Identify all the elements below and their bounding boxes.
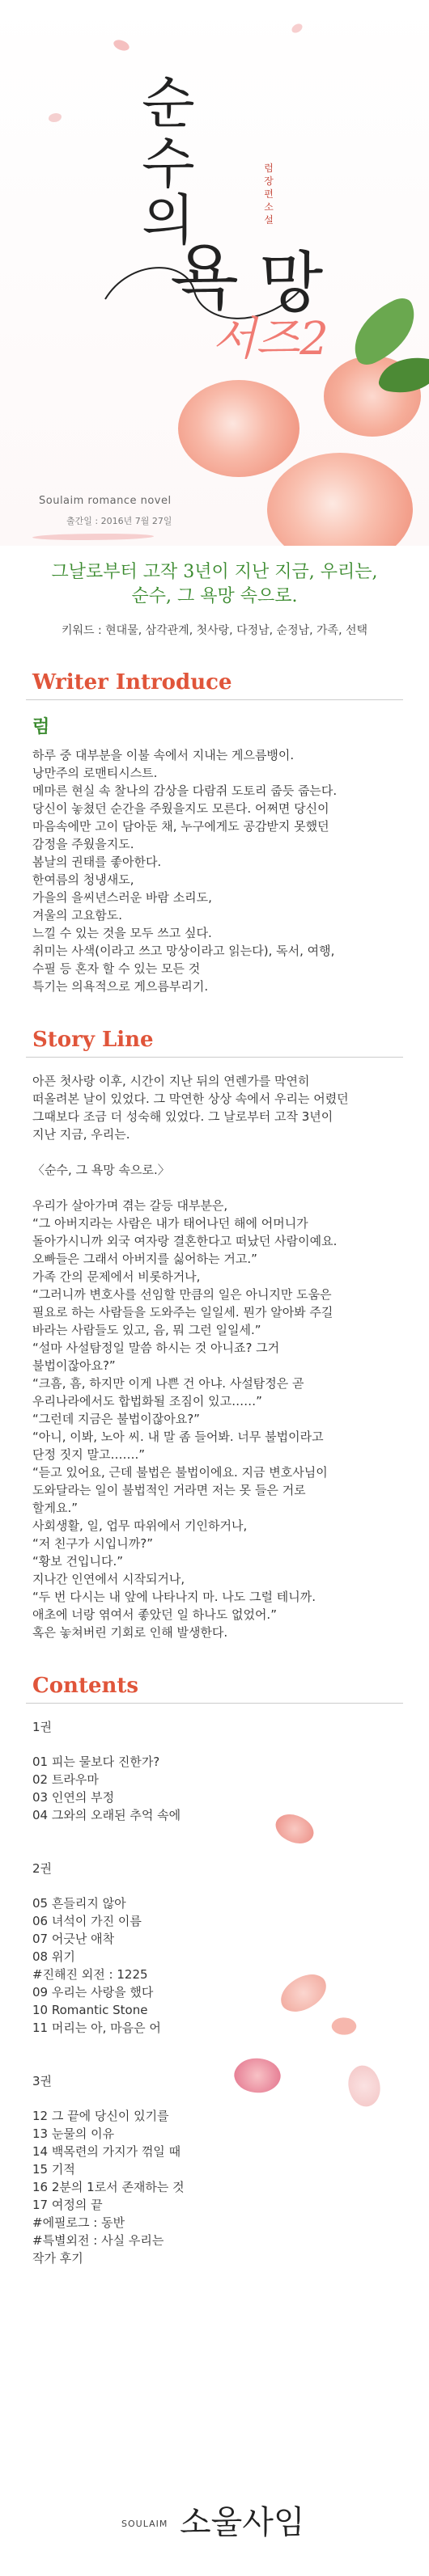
toc-item: 15 기적: [32, 2162, 75, 2177]
author-name: 럼: [32, 717, 50, 737]
toc-item: 01 피는 물보다 진한가?: [32, 1755, 160, 1769]
tagline-line: 순수, 그 욕망 속으로.: [131, 586, 298, 606]
writer-intro: [0, 746, 429, 995]
story-line: 단정 짓지 말고…….”: [32, 1447, 146, 1462]
toc-item: 16 2분의 1로서 존재하는 것: [32, 2180, 185, 2194]
toc-item: 08 위기: [32, 1949, 75, 1964]
toc-item: #진해진 외전 : 1225: [32, 1967, 148, 1982]
contents-heading: Contents: [32, 1674, 139, 1698]
story-intro-line: 떠올려본 날이 있었다. 그 막연한 상상 속에서 우리는 어렸던: [32, 1092, 349, 1106]
story-line: “듣고 있어요, 근데 불법은 불법이에요. 지금 변호사님이: [32, 1465, 328, 1480]
petal-decoration: [32, 534, 154, 540]
story-line: “크흠, 흠, 하지만 이게 나쁜 건 아냐. 사설탐정은 곧: [32, 1376, 304, 1391]
story-line: “설마 사설탐정일 말씀 하시는 것 아니죠? 그거: [32, 1341, 280, 1355]
toc-item: 10 Romantic Stone: [32, 2003, 148, 2017]
publisher-script-logo: 소울사임: [180, 2504, 305, 2541]
writer-line: 당신이 놓쳤던 순간을 주웠을지도 모른다. 어쩌면 당신이: [32, 801, 329, 816]
writer-line: 가을의 을씨년스러운 바람 소리도,: [32, 890, 212, 905]
story-line: 혹은 놓쳐버린 기회로 인해 발생한다.: [32, 1625, 228, 1640]
divider: [26, 699, 403, 700]
story-line: 도와달라는 일이 불법적인 거라면 저는 못 들은 거로: [32, 1483, 306, 1497]
writer-heading: Writer Introduce: [32, 670, 232, 695]
writer-line: 하루 중 대부분을 이불 속에서 지내는 게으름뱅이.: [32, 748, 295, 762]
story-intro-line: 그때보다 조금 더 성숙해 있었다. 그 날로부터 고작 3년이: [32, 1109, 333, 1124]
publisher-logo: [0, 2490, 429, 2547]
story-line: 애초에 너랑 엮여서 좋았던 일 하나도 없었어.”: [32, 1607, 277, 1622]
author-vertical: 럼 장편소설: [264, 163, 274, 226]
story-line: 오빠들은 그래서 아버지를 싫어하는 거고.”: [32, 1252, 257, 1266]
story-line: 바라는 사람들도 있고, 음, 뭐 그런 일일세.”: [32, 1323, 261, 1337]
story-intro: [0, 1072, 429, 1641]
story-line: 필요로 하는 사람들을 도와주는 일일세. 뭔가 알아봐 주길: [32, 1305, 333, 1320]
title-char-1: 순: [142, 72, 195, 136]
toc-item: 06 녀석이 가진 이름: [32, 1914, 142, 1928]
story-line: “황보 건입니다.”: [32, 1554, 124, 1569]
story-intro-line: 지난 지금, 우리는.: [32, 1127, 130, 1142]
writer-line: 느낄 수 있는 것을 모두 쓰고 싶다.: [32, 926, 212, 940]
rose-decoration: [267, 453, 413, 546]
volume-label: 1권: [32, 1720, 53, 1734]
writer-line: 한여름의 청냉새도,: [32, 872, 134, 887]
title-char-4: 욕: [170, 236, 240, 319]
keywords: 키워드 : 현대물, 삼각관계, 첫사랑, 다정남, 순정남, 가족, 선택: [61, 624, 368, 637]
toc-item: 03 인연의 부정: [32, 1790, 115, 1805]
toc-item: 11 머리는 아, 마음은 어: [32, 2021, 161, 2035]
story-line: 사회생활, 일, 업무 따위에서 기인하거나,: [32, 1518, 248, 1533]
toc-item: #특별외전 : 사실 우리는: [32, 2233, 164, 2248]
story-line: 우리나라에서도 합법화될 조짐이 있고……”: [32, 1394, 262, 1408]
contents-list: [0, 1718, 429, 2267]
title-char-5: 망: [259, 245, 324, 322]
story-line: “두 번 다시는 내 앞에 나타나지 마. 나도 그럴 테니까.: [32, 1590, 316, 1604]
petal-decoration: [112, 37, 130, 53]
toc-item: 05 흔들리지 않아: [32, 1896, 126, 1911]
story-line: “그러니까 변호사를 선임할 만큼의 일은 아니지만 도움은: [32, 1287, 332, 1302]
story-line: “그런데 지금은 불법이잖아요?”: [32, 1412, 200, 1426]
petal-decoration: [291, 23, 304, 34]
toc-item: 09 우리는 사랑을 했다: [32, 1985, 154, 2000]
writer-line: 낭만주의 로맨티시스트.: [32, 766, 158, 780]
subtitle: 서즈2: [212, 313, 329, 365]
title-char-3: 의: [142, 189, 195, 253]
toc-item: 작가 후기: [32, 2251, 83, 2266]
toc-item: 14 백목련의 가지가 꺾일 때: [32, 2144, 181, 2159]
toc-item: 02 트라우마: [32, 1772, 99, 1787]
story-line: “저 친구가 시입니까?”: [32, 1536, 153, 1551]
toc-item: 12 그 끝에 당신이 있기를: [32, 2109, 169, 2123]
volume-label: 3권: [32, 2074, 53, 2088]
tagline-line: 그날로부터 고작 3년이 지난 지금, 우리는,: [51, 562, 378, 582]
writer-line: 수필 등 혼자 할 수 있는 모든 것: [32, 961, 201, 976]
rose-decoration: [178, 380, 299, 477]
writer-line: 마음속에만 고이 담아둔 채, 누구에게도 공감받지 못했던: [32, 819, 329, 834]
tagline: [0, 546, 429, 609]
title-char-2: 수: [142, 133, 195, 196]
petal-decoration: [49, 113, 62, 122]
story-caption: 〈순수, 그 욕망 속으로.〉: [32, 1163, 170, 1177]
publication-date: 출간일 : 2016년 7월 27일: [66, 516, 172, 526]
story-line: “아니, 이봐, 노아 씨. 내 말 좀 들어봐. 너무 불법이라고: [32, 1429, 324, 1444]
writer-line: 특기는 의욕적으로 게으름부리기.: [32, 979, 209, 994]
publisher-small-label: SOULAIM: [121, 2519, 168, 2529]
writer-line: 메마른 현실 속 찰나의 감상을 다람쥐 도토리 줍듯 줍는다.: [32, 783, 338, 798]
volume-label: 2권: [32, 1861, 53, 1876]
story-line: 가족 간의 문제에서 비롯하거나,: [32, 1269, 201, 1284]
cover-hero: [0, 0, 429, 546]
toc-item: 13 눈물의 이유: [32, 2126, 115, 2141]
toc-item: #에필로그 : 동반: [32, 2215, 125, 2230]
writer-line: 감정을 주웠을지도.: [32, 837, 134, 851]
romance-label: Soulaim romance novel: [39, 495, 172, 507]
story-intro-line: 아픈 첫사랑 이후, 시간이 지난 뒤의 연렌가를 막연히: [32, 1074, 310, 1088]
writer-line: 봄날의 권태를 좋아한다.: [32, 855, 162, 869]
story-line: 돌아가시니까 외국 여자랑 결혼한다고 떠났던 사람이예요.: [32, 1234, 338, 1248]
story-line: 할게요.”: [32, 1501, 79, 1515]
story-line: 지나간 인연에서 시작되거나,: [32, 1572, 185, 1586]
toc-item: 17 여정의 끝: [32, 2198, 103, 2212]
writer-line: 취미는 사색(이라고 쓰고 망상이라고 읽는다), 독서, 여행,: [32, 944, 335, 958]
toc-item: 04 그와의 오래된 추억 속에: [32, 1808, 181, 1822]
story-line: 불법이잖아요?”: [32, 1358, 116, 1373]
writer-line: 겨울의 고요함도.: [32, 908, 122, 923]
story-line: 우리가 살아가며 겪는 갈등 대부분은,: [32, 1198, 228, 1213]
story-line: “그 아버지라는 사람은 내가 태어나던 해에 어머니가: [32, 1216, 308, 1231]
toc-item: 07 어긋난 애착: [32, 1932, 115, 1946]
story-heading: Story Line: [32, 1028, 154, 1052]
